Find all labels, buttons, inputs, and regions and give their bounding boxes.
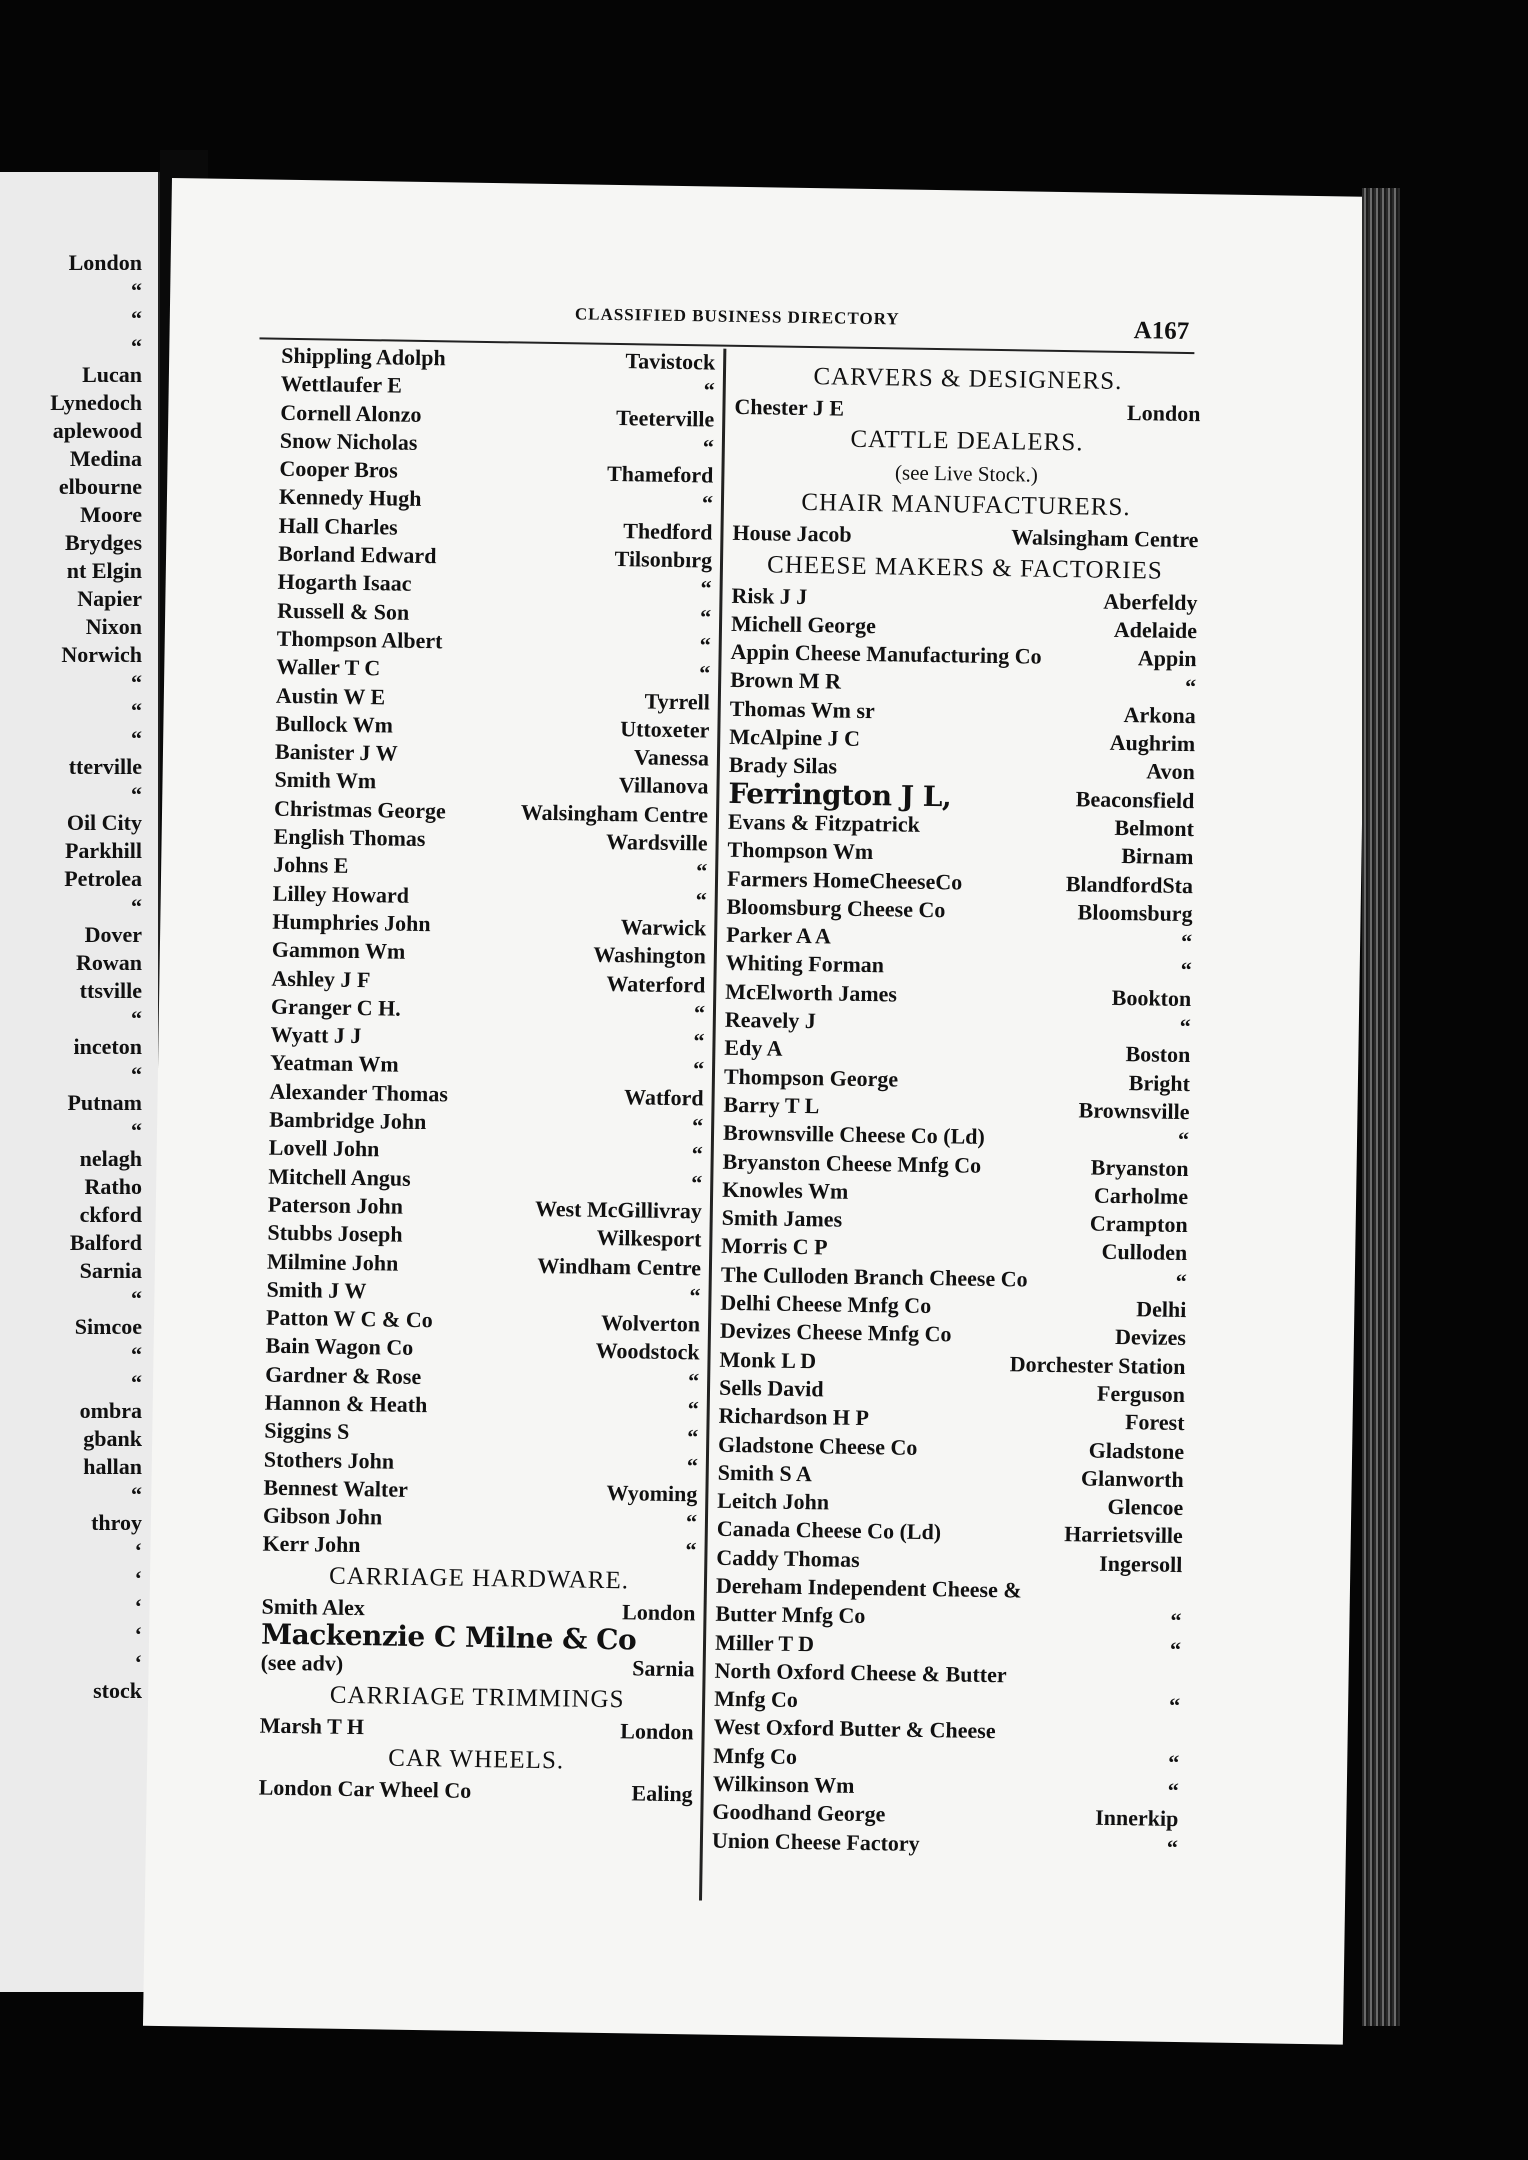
business-name: Bryanston Cheese Mnfg Co — [722, 1148, 982, 1178]
business-location: “ — [692, 1056, 705, 1082]
business-name: Bambridge John — [269, 1106, 427, 1135]
business-name: Reavely J — [724, 1006, 817, 1034]
business-name: Stothers John — [263, 1446, 395, 1474]
business-name: Edy A — [724, 1035, 783, 1062]
page-number: A167 — [1133, 317, 1190, 345]
business-name: Union Cheese Factory — [711, 1827, 920, 1856]
business-location: Sarnia — [632, 1655, 695, 1682]
business-name: Devizes Cheese Mnfg Co — [719, 1318, 952, 1347]
left-page-fragment: Oil City — [66, 810, 142, 835]
left-page-fragment: “ — [131, 670, 142, 695]
business-location: “ — [686, 1452, 699, 1478]
left-page-fragment: “ — [131, 1118, 142, 1143]
business-location: “ — [1167, 1777, 1179, 1804]
left-page-fragment: “ — [131, 698, 142, 723]
left-page-fragment: Norwich — [61, 642, 142, 667]
business-location: Bookton — [1111, 984, 1192, 1011]
business-location: Walsingham Centre — [520, 799, 709, 828]
page-header-title: CLASSIFIED BUSINESS DIRECTORY — [574, 304, 900, 329]
business-location: Aberfeldy — [1103, 588, 1198, 615]
business-name: Brown M R — [729, 667, 842, 695]
business-location: Vanessa — [633, 744, 710, 771]
left-page-fragment: “ — [131, 1342, 142, 1367]
business-location: Innerkip — [1095, 1805, 1179, 1832]
business-name: Christmas George — [273, 795, 446, 824]
business-name: Farmers HomeCheeseCo — [726, 865, 963, 895]
business-location: Brownsville — [1078, 1097, 1190, 1125]
directory-column-right — [712, 359, 1201, 1862]
business-name: Kerr John — [262, 1531, 361, 1558]
business-name: Patton W C & Co — [265, 1304, 433, 1333]
left-page-fragment: Balford — [69, 1230, 142, 1255]
business-location: Bryanston — [1090, 1154, 1189, 1181]
left-page-fragment: hallan — [83, 1454, 142, 1479]
left-page-fragment: elbourne — [58, 474, 142, 499]
business-location: Villanova — [618, 772, 709, 799]
directory-column-left — [259, 342, 716, 1809]
business-name: Ashley J F — [271, 965, 371, 992]
business-location: “ — [685, 1509, 698, 1535]
business-name: Miller T D — [714, 1629, 815, 1656]
business-name: Lovell John — [268, 1134, 380, 1162]
business-name: Smith S A — [717, 1459, 813, 1487]
business-location: Thameford — [606, 461, 714, 488]
page-stack-edge — [1362, 188, 1400, 2026]
left-page-fragment: ‘ — [134, 1566, 142, 1591]
business-location: “ — [702, 434, 715, 460]
left-page-fragment: ‘ — [134, 1538, 142, 1563]
left-page-fragment: “ — [131, 1006, 142, 1031]
left-page-fragment: aplewood — [52, 418, 142, 443]
business-name: English Thomas — [273, 823, 426, 852]
business-name: North Oxford Cheese & Butter — [714, 1657, 1007, 1688]
left-page-fragment: Lynedoch — [50, 390, 142, 415]
business-name: Thompson Wm — [727, 837, 874, 865]
business-location: “ — [700, 575, 712, 601]
section-heading: CARRIAGE TRIMMINGS — [329, 1681, 625, 1713]
section-heading: CAR WHEELS. — [388, 1744, 565, 1775]
business-location: Walsingham Centre — [1011, 524, 1199, 553]
business-location: Windham Centre — [537, 1252, 702, 1280]
business-name: McAlpine J C — [729, 723, 861, 751]
business-name: Austin W E — [275, 682, 386, 709]
business-name: Monk L D — [719, 1346, 817, 1373]
business-name: Ferrington J L, — [728, 776, 952, 813]
business-location: “ — [1169, 1636, 1182, 1662]
business-name: Brady Silas — [728, 752, 838, 779]
business-name: Leitch John — [717, 1487, 830, 1515]
business-name: Caddy Thomas — [716, 1544, 860, 1572]
left-page-fragment: “ — [131, 1062, 142, 1087]
business-name: Sells David — [718, 1374, 824, 1402]
business-location: “ — [1175, 1268, 1187, 1294]
business-name: Marsh T H — [259, 1712, 365, 1739]
left-page-fragment: ombra — [79, 1398, 142, 1423]
business-name: Paterson John — [267, 1191, 404, 1219]
business-location: Appin — [1137, 645, 1197, 672]
business-name: Morris C P — [721, 1233, 828, 1260]
section-heading: CATTLE DEALERS. — [850, 425, 1084, 457]
business-name: McElworth James — [725, 978, 898, 1007]
business-location: BlandfordSta — [1065, 870, 1194, 898]
business-location: Forest — [1124, 1409, 1185, 1436]
business-name: Knowles Wm — [721, 1176, 849, 1204]
business-name: Parker A A — [725, 921, 832, 949]
business-location: Wilkesport — [596, 1225, 702, 1252]
business-location: Wolverton — [600, 1309, 701, 1337]
business-name: Siggins S — [264, 1417, 350, 1445]
business-name: Goodhand George — [712, 1799, 886, 1827]
business-name: Thompson George — [723, 1063, 899, 1092]
business-location: Thedford — [623, 517, 713, 545]
business-location: Bloomsburg — [1077, 899, 1193, 926]
business-location: Avon — [1146, 758, 1195, 785]
left-page-fragment: “ — [131, 278, 142, 303]
business-name: Gammon Wm — [271, 936, 406, 964]
business-location: Beaconsfield — [1075, 785, 1195, 813]
business-name: Bloomsburg Cheese Co — [726, 893, 946, 923]
business-location: Culloden — [1101, 1239, 1188, 1266]
section-heading: CHEESE MAKERS & FACTORIES — [766, 550, 1163, 585]
left-page-fragment: Petrolea — [64, 866, 142, 891]
business-name: Johns E — [273, 852, 349, 879]
business-name: Mitchell Angus — [268, 1163, 411, 1191]
left-page-fragment: Nixon — [85, 614, 142, 639]
business-name: Wyatt J J — [270, 1021, 362, 1049]
left-page-fragment: gbank — [83, 1426, 142, 1451]
business-name: Wettlaufer E — [280, 371, 403, 398]
business-name: Barry T L — [723, 1091, 820, 1119]
business-location: Ingersoll — [1099, 1550, 1183, 1577]
business-name: Smith Alex — [261, 1593, 366, 1620]
business-location: Gladstone — [1088, 1437, 1185, 1464]
left-page-fragment: “ — [131, 726, 142, 751]
left-page-fragment: Simcoe — [74, 1314, 142, 1339]
business-name: Kennedy Hugh — [278, 484, 422, 512]
business-name: Shippling Adolph — [281, 342, 446, 371]
business-name: Gardner & Rose — [265, 1361, 422, 1389]
business-name: (see adv) — [260, 1649, 344, 1677]
left-page-fragment: Napier — [77, 586, 142, 611]
business-location: “ — [687, 1396, 699, 1422]
business-name: Gibson John — [262, 1502, 383, 1530]
left-page-fragment: Dover — [84, 922, 142, 947]
left-page-fragment: Medina — [69, 446, 142, 471]
business-location: “ — [687, 1424, 699, 1450]
listing-row — [712, 1826, 1178, 1862]
left-page-fragment: Brydges — [65, 530, 142, 555]
left-page-fragment: throy — [91, 1510, 142, 1535]
business-location: “ — [687, 1367, 700, 1394]
business-location: Woodstock — [595, 1338, 700, 1365]
left-page-fragment: ttsville — [79, 978, 142, 1003]
business-location: “ — [691, 1113, 704, 1139]
business-location: “ — [1166, 1834, 1179, 1860]
business-location: “ — [1177, 1127, 1190, 1153]
business-name: Chester J E — [734, 393, 845, 421]
business-location: “ — [695, 886, 707, 913]
left-page-fragment: Rowan — [75, 950, 142, 975]
business-location: Ealing — [631, 1780, 693, 1807]
business-location: “ — [695, 858, 708, 884]
business-location: Carholme — [1093, 1182, 1189, 1209]
business-name: Hannon & Heath — [264, 1389, 428, 1418]
section-heading: CHAIR MANUFACTURERS. — [801, 489, 1131, 522]
business-name: Mnfg Co — [713, 1685, 799, 1713]
business-location: Tyrrell — [644, 688, 711, 715]
business-name: The Culloden Branch Cheese Co — [720, 1261, 1028, 1292]
business-name: Risk J J — [731, 582, 808, 609]
left-page-fragment: Lucan — [82, 362, 142, 387]
business-name: Hall Charles — [278, 512, 398, 540]
business-name: Borland Edward — [277, 540, 437, 569]
left-page-edge — [0, 172, 163, 1992]
business-location: “ — [699, 604, 712, 630]
business-name: Butter Mnfg Co — [715, 1600, 866, 1629]
business-name: Delhi Cheese Mnfg Co — [720, 1289, 932, 1319]
business-location: Tilsonbırg — [614, 546, 713, 573]
listing-row — [259, 1774, 693, 1809]
business-name: Stubbs Joseph — [267, 1219, 403, 1247]
business-name: Michell George — [730, 610, 877, 638]
business-name: Brownsville Cheese Co (Ld) — [722, 1120, 986, 1150]
business-name: Appin Cheese Manufacturing Co — [730, 639, 1042, 669]
business-location: Tavistock — [625, 348, 716, 375]
left-page-fragment: “ — [131, 1286, 142, 1311]
business-location: Wyoming — [606, 1479, 698, 1507]
business-location: Warwick — [620, 914, 707, 941]
left-page-fragment: Putnam — [67, 1090, 142, 1115]
left-page-fragment: nt Elgin — [66, 558, 142, 583]
business-location: Boston — [1125, 1041, 1191, 1068]
business-location: Belmont — [1114, 814, 1195, 842]
business-location: “ — [693, 1000, 706, 1026]
business-name: London Car Wheel Co — [258, 1774, 472, 1803]
left-page-fragment: “ — [131, 782, 142, 807]
business-location: London — [1126, 400, 1201, 427]
business-name: Wilkinson Wm — [712, 1770, 855, 1798]
business-location: “ — [699, 660, 711, 686]
business-location: “ — [701, 490, 714, 517]
business-location: “ — [1168, 1693, 1181, 1719]
business-name: Mackenzie C Milne & Co — [260, 1617, 637, 1657]
business-name: House Jacob — [732, 520, 852, 548]
left-page-fragment: tterville — [68, 754, 142, 779]
business-name: Granger C H. — [270, 993, 401, 1021]
left-page-fragment: ckford — [79, 1202, 142, 1227]
business-name: Lilley Howard — [272, 880, 410, 908]
business-location: Waterford — [606, 970, 706, 998]
business-name: Evans & Fitzpatrick — [727, 808, 921, 837]
business-location: Birnam — [1121, 843, 1194, 870]
business-location: Devizes — [1114, 1324, 1187, 1351]
directory-page — [143, 178, 1372, 2045]
left-page-fragment: Parkhill — [64, 838, 142, 863]
left-page-fragment: inceton — [73, 1034, 142, 1059]
business-name: Alexander Thomas — [269, 1078, 449, 1107]
business-location: Crampton — [1089, 1210, 1188, 1238]
left-page-fragment: ‘ — [134, 1594, 142, 1619]
business-location: “ — [1170, 1608, 1182, 1634]
business-location: Delhi — [1136, 1296, 1187, 1323]
business-name: Milmine John — [266, 1248, 399, 1276]
left-page-fragment: Ratho — [84, 1174, 142, 1199]
left-page-fragment: “ — [131, 1370, 142, 1395]
business-location: Washington — [593, 941, 707, 969]
business-name: Smith Wm — [274, 767, 377, 794]
business-name: Dereham Independent Cheese & — [715, 1572, 1022, 1603]
business-location: “ — [693, 1028, 705, 1054]
business-name: Thompson Albert — [276, 625, 443, 654]
left-page-fragment: stock — [93, 1678, 142, 1703]
business-location: “ — [1168, 1749, 1180, 1775]
left-page-fragment: “ — [131, 334, 142, 359]
business-location: “ — [691, 1141, 703, 1167]
business-location: Ferguson — [1096, 1380, 1186, 1407]
business-location: London — [621, 1599, 696, 1626]
left-page-fragment: nelagh — [79, 1146, 142, 1171]
business-name: Canada Cheese Co (Ld) — [716, 1516, 942, 1545]
business-location: Wardsville — [605, 828, 708, 856]
business-location: Aughrim — [1109, 729, 1196, 757]
business-name: Cornell Alonzo — [280, 399, 422, 427]
section-note: (see Live Stock.) — [894, 460, 1039, 487]
business-name: Bullock Wm — [275, 710, 394, 738]
business-name: Bain Wagon Co — [265, 1333, 414, 1361]
business-name: Cooper Bros — [279, 455, 398, 483]
business-location: “ — [703, 377, 715, 403]
business-name: West Oxford Butter & Cheese — [713, 1714, 996, 1744]
business-name: Russell & Son — [277, 597, 410, 625]
business-name: Richardson H P — [718, 1402, 870, 1431]
business-location: Teeterville — [615, 404, 715, 432]
left-page-fragment: ‘ — [134, 1622, 142, 1647]
business-location: “ — [1180, 957, 1192, 983]
business-location: “ — [691, 1169, 703, 1196]
business-location: “ — [1184, 674, 1197, 700]
business-name: Whiting Forman — [725, 950, 885, 978]
left-page-fragment: “ — [131, 306, 142, 331]
business-name: Hogarth Isaac — [277, 569, 412, 597]
business-location: Watford — [623, 1083, 704, 1111]
business-location: Adelaide — [1113, 616, 1198, 644]
business-name: Thomas Wm sr — [729, 695, 875, 723]
business-name: Mnfg Co — [713, 1742, 798, 1769]
business-location: “ — [685, 1537, 697, 1563]
left-page-fragment: “ — [131, 1482, 142, 1507]
business-location: “ — [1180, 929, 1193, 955]
left-page-fragment: London — [68, 250, 142, 275]
section-heading: CARRIAGE HARDWARE. — [328, 1562, 630, 1595]
business-name: Banister J W — [274, 738, 398, 766]
business-location: London — [620, 1717, 694, 1745]
business-name: Waller T C — [276, 653, 381, 681]
business-location: West McGillivray — [534, 1195, 703, 1224]
business-location: Dorchester Station — [1009, 1350, 1186, 1379]
business-name: Yeatman Wm — [269, 1050, 399, 1078]
business-location: “ — [699, 632, 711, 658]
business-location: “ — [1179, 1013, 1191, 1040]
business-location: Bright — [1128, 1069, 1191, 1096]
business-location: Glencoe — [1107, 1493, 1184, 1521]
business-location: Arkona — [1123, 701, 1196, 728]
business-name: Bennest Walter — [263, 1474, 409, 1502]
business-name: Humphries John — [272, 908, 431, 937]
left-page-fragment: “ — [131, 894, 142, 919]
business-name: Gladstone Cheese Co — [717, 1431, 918, 1460]
business-name: Snow Nicholas — [279, 427, 418, 455]
business-name: Smith James — [721, 1204, 843, 1232]
left-page-fragment: Moore — [80, 502, 142, 527]
business-location: Uttoxeter — [620, 715, 710, 743]
section-heading: CARVERS & DESIGNERS. — [813, 363, 1123, 395]
business-name: Smith J W — [266, 1276, 367, 1303]
left-page-fragment: Sarnia — [79, 1258, 142, 1283]
business-location: “ — [689, 1283, 701, 1309]
business-location: Harrietsville — [1064, 1521, 1183, 1549]
left-page-fragment: ‘ — [134, 1650, 142, 1675]
business-location: Glanworth — [1080, 1465, 1184, 1492]
